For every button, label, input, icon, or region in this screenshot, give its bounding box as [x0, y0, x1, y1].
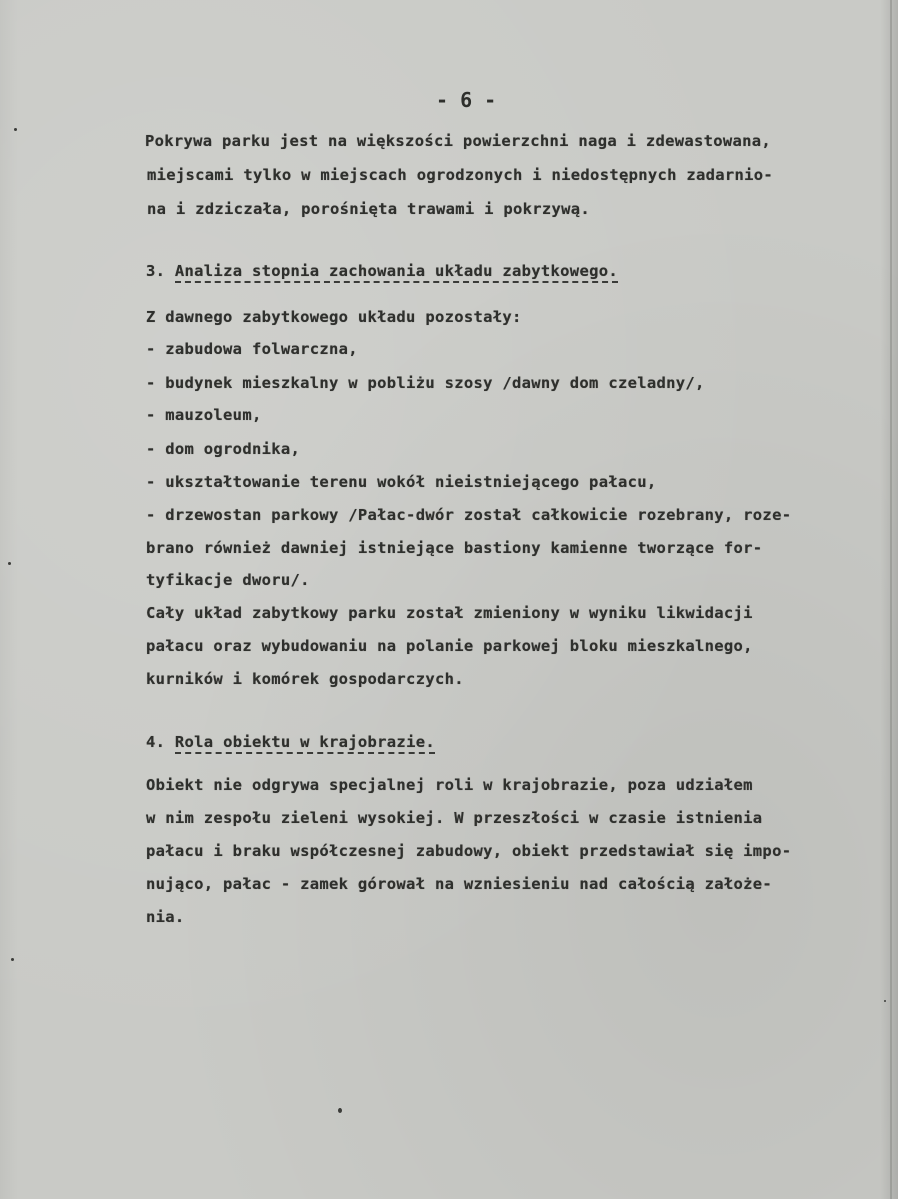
paper-edge — [890, 0, 892, 1199]
list-item: - ukształtowanie terenu wokół nieistniejącego pałacu, — [146, 473, 657, 491]
paragraph-line: Pokrywa parku jest na większości powierzchni naga i zdewastowana, — [145, 132, 772, 150]
list-item: - dom ogrodnika, — [146, 440, 301, 458]
section-number: 3. — [146, 262, 166, 280]
section-title: Analiza stopnia zachowania układu zabytkowego. — [175, 262, 618, 283]
paragraph-line: nująco, pałac - zamek górował na wzniesieniu nad całością założe- — [146, 875, 773, 893]
page-number: - 6 - — [436, 88, 497, 112]
list-item: - budynek mieszkalny w pobliżu szosy /dawny dom czeladny/, — [146, 374, 705, 392]
list-item: - drzewostan parkowy /Pałac-dwór został całkowicie rozebrany, roze- — [146, 506, 792, 524]
paragraph-line: nia. — [146, 908, 185, 926]
list-item: - zabudowa folwarczna, — [146, 340, 358, 358]
section-heading-4 — [146, 733, 435, 751]
scan-speck — [14, 128, 17, 131]
section-heading-3 — [146, 262, 618, 280]
list-item-continuation: tyfikacje dworu/. — [146, 571, 310, 589]
scan-speck — [11, 958, 14, 961]
scan-speck — [8, 562, 11, 565]
scan-speck — [884, 1000, 886, 1002]
section-title: Rola obiektu w krajobrazie. — [175, 733, 435, 754]
paragraph-line: na i zdziczała, porośnięta trawami i pokrzywą. — [147, 200, 591, 218]
paragraph-line: Cały układ zabytkowy parku został zmieniony w wyniku likwidacji — [146, 604, 753, 622]
section-number: 4. — [146, 733, 166, 751]
paragraph-line: w nim zespołu zieleni wysokiej. W przeszłości w czasie istnienia — [146, 809, 763, 827]
list-item: - mauzoleum, — [146, 406, 262, 424]
paragraph-line: pałacu i braku współczesnej zabudowy, obiekt przedstawiał się impo- — [146, 842, 792, 860]
paragraph-line: miejscami tylko w miejscach ogrodzonych i niedostępnych zadarnio- — [147, 166, 774, 184]
list-item-continuation: brano również dawniej istniejące bastiony kamienne tworzące for- — [146, 539, 763, 557]
paragraph-line: Obiekt nie odgrywa specjalnej roli w krajobrazie, poza udziałem — [146, 776, 753, 794]
paragraph-line: kurników i komórek gospodarczych. — [146, 670, 464, 688]
scan-speck — [338, 1108, 342, 1113]
list-intro: Z dawnego zabytkowego układu pozostały: — [146, 308, 522, 326]
paragraph-line: pałacu oraz wybudowaniu na polanie parkowej bloku mieszkalnego, — [146, 637, 753, 655]
